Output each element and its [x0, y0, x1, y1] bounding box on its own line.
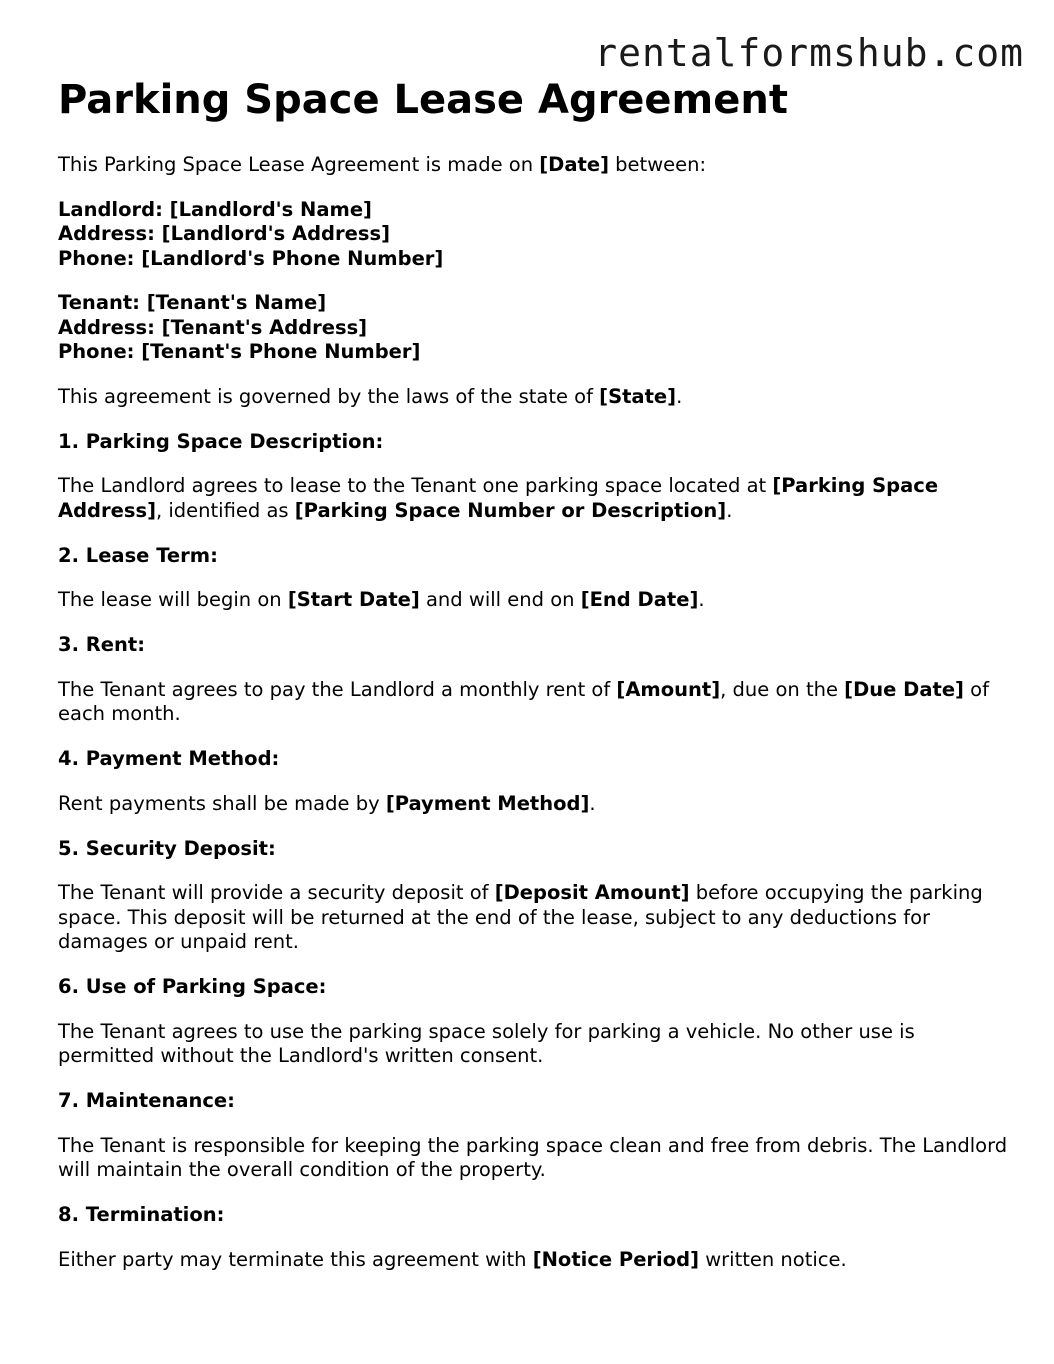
section-body: The Tenant agrees to use the parking space solely for parking a vehicle. No other use is permitted without the Landlord's written consent.: [58, 1019, 915, 1067]
landlord-address: Address: [Landlord's Address]: [58, 222, 390, 245]
due-date-placeholder: [Due Date]: [844, 677, 964, 701]
parking-number-placeholder: [Parking Space Number or Description]: [294, 498, 727, 522]
notice-period-placeholder: [Notice Period]: [532, 1247, 699, 1271]
state-placeholder: [State]: [599, 384, 677, 408]
payment-method-placeholder: [Payment Method]: [385, 791, 590, 815]
intro-text-end: between:: [608, 153, 707, 176]
governing-text-end: .: [676, 384, 683, 408]
tenant-name: Tenant: [Tenant's Name]: [58, 291, 327, 314]
section-heading: 5. Security Deposit:: [58, 836, 276, 860]
section-heading: 6. Use of Parking Space:: [58, 975, 327, 998]
governing-text: This agreement is governed by the laws of the state of: [58, 384, 600, 408]
document-title: Parking Space Lease Agreement: [58, 77, 788, 123]
section-text: .: [589, 791, 596, 815]
section-text: .: [726, 498, 733, 522]
site-watermark: rentalformshub.com: [594, 31, 1024, 75]
section-body: [58, 1248, 1008, 1273]
section-text: Rent payments shall be made by: [58, 791, 386, 815]
lease-document: [58, 76, 1008, 1272]
section-body: [58, 474, 1008, 523]
tenant-phone: Phone: [Tenant's Phone Number]: [58, 340, 421, 363]
governing-law-paragraph: [58, 385, 1008, 410]
section-body: [58, 792, 1008, 817]
section-body: [58, 678, 1008, 727]
section-heading: 1. Parking Space Description:: [58, 429, 384, 453]
landlord-name: Landlord: [Landlord's Name]: [58, 197, 372, 221]
section-body: [58, 588, 1008, 613]
intro-paragraph: [58, 153, 1008, 178]
section-text: Either party may terminate this agreement with: [58, 1247, 533, 1271]
start-date-placeholder: [Start Date]: [287, 588, 420, 611]
section-heading: 3. Rent:: [58, 633, 146, 656]
section-body: [58, 881, 1008, 955]
landlord-block: [58, 198, 1008, 272]
section-text: The Tenant will provide a security deposit of: [58, 881, 495, 904]
date-placeholder: [Date]: [539, 153, 609, 176]
parking-address-placeholder: [Parking Space Address]: [58, 474, 939, 522]
section-text: and will end on: [419, 588, 581, 611]
landlord-phone: Phone: [Landlord's Phone Number]: [58, 246, 444, 270]
section-text: .: [698, 588, 705, 611]
section-body: The Tenant is responsible for keeping the parking space clean and free from debris. The Landlord will maintain the overall condition of the property.: [58, 1133, 1008, 1181]
end-date-placeholder: [End Date]: [580, 588, 699, 611]
tenant-block: [58, 291, 1008, 365]
section-text: before occupying the parking space. This deposit will be returned at the end of the lease, subject to any deductions for damages or unpaid rent.: [58, 881, 983, 953]
section-text: The lease will begin on: [58, 588, 288, 611]
section-heading: 4. Payment Method:: [58, 747, 280, 770]
section-heading: 7. Maintenance:: [58, 1089, 235, 1112]
tenant-address: Address: [Tenant's Address]: [58, 315, 368, 339]
section-text: , identified as: [155, 498, 295, 522]
section-text: The Tenant agrees to pay the Landlord a monthly rent of: [58, 677, 617, 701]
section-text: The Landlord agrees to lease to the Tenant one parking space located at: [58, 474, 773, 497]
deposit-amount-placeholder: [Deposit Amount]: [494, 881, 690, 904]
section-text: of each month.: [58, 677, 989, 725]
amount-placeholder: [Amount]: [616, 677, 721, 701]
section-text: , due on the: [720, 677, 845, 701]
section-heading: 2. Lease Term:: [58, 543, 218, 567]
section-text: written notice.: [699, 1247, 847, 1271]
section-heading: 8. Termination:: [58, 1203, 225, 1226]
intro-text: This Parking Space Lease Agreement is made on: [58, 153, 540, 176]
